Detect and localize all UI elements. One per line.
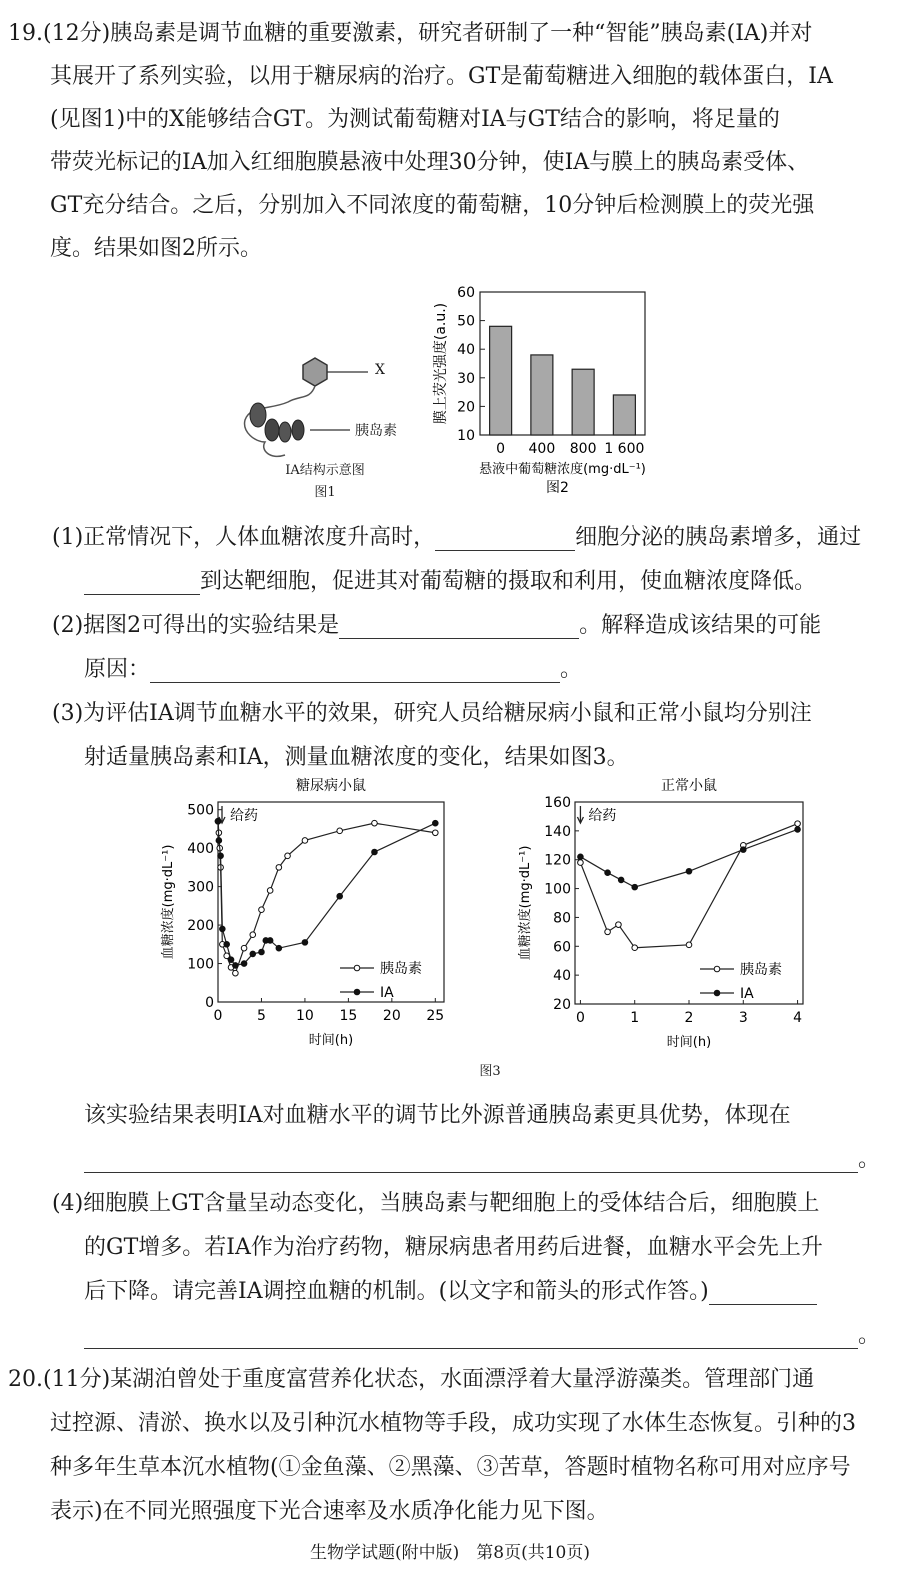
- fig2-y-tick-label: 40: [457, 342, 475, 359]
- fig3-data-point: [267, 938, 273, 944]
- fig3-legend-marker: [354, 989, 360, 995]
- q20-line-1: 20.(11分)某湖泊曾处于重度富营养化状态，水面漂浮着大量浮游藻类。管理部门通: [8, 1367, 815, 1392]
- fig2-y-tick-label: 30: [457, 370, 475, 387]
- fig3-y-tick-label: 100: [544, 881, 571, 898]
- q19-sub4-line1: (4)细胞膜上GT含量呈动态变化，当胰岛素与靶细胞上的受体结合后，细胞膜上: [52, 1191, 820, 1216]
- fig3-data-point: [215, 818, 221, 824]
- fig3-y-axis-label: 血糖浓度(mg·dL⁻¹): [161, 844, 176, 960]
- fig3-data-point: [578, 860, 584, 866]
- fig3-data-point: [372, 820, 378, 826]
- q19-sub1-text-b: 细胞分泌的胰岛素增多，通过: [575, 525, 862, 550]
- q19-sub2-line1: [52, 608, 821, 639]
- fig3-data-point: [740, 847, 746, 853]
- fig3-y-tick-label: 120: [544, 852, 571, 869]
- q19-sub3-line2: 射适量胰岛素和IA，测量血糖浓度的变化，结果如图3。: [84, 745, 629, 770]
- fig2-y-tick-label: 20: [457, 399, 475, 416]
- q19-sub4-line4: [84, 1318, 880, 1349]
- q19-sub1-blank-1[interactable]: [435, 528, 575, 551]
- fig3-series-line-ia: [218, 821, 435, 965]
- fig2-x-axis-label: 悬液中葡萄糖浓度(mg·dL⁻¹): [479, 462, 646, 477]
- fig3-data-point: [302, 940, 308, 946]
- fig3-data-point: [250, 951, 256, 957]
- fig3-data-point: [795, 821, 801, 827]
- fig3-x-tick-label: 3: [738, 1010, 748, 1026]
- fig1-title: IA结构示意图: [285, 463, 365, 478]
- fig3-dosing-label: 给药: [230, 808, 258, 824]
- fig2-x-tick-label: 1 600: [604, 441, 645, 457]
- q19-sub4-text-c: 后下降。请完善IA调控血糖的机制。(以文字和箭头的形式作答。): [84, 1279, 709, 1304]
- q19-sub1-line2: [84, 564, 816, 595]
- q19-sub3-line1: (3)为评估IA调节血糖水平的效果，研究人员给糖尿病小鼠和正常小鼠均分别注: [52, 701, 812, 726]
- fig3-data-point: [632, 884, 638, 890]
- q19-sub1-blank-2[interactable]: [84, 572, 200, 595]
- q19-sub2-text-c: 原因：: [84, 657, 151, 682]
- fig3-x-tick-label: 2: [684, 1010, 694, 1026]
- fig3-data-point: [686, 942, 692, 948]
- fig3-data-point: [302, 838, 308, 844]
- q19-sub1-text-a: (1)正常情况下，人体血糖浓度升高时，: [52, 525, 436, 550]
- fig3-y-tick-label: 160: [544, 795, 571, 811]
- fig3-x-tick-label: 0: [213, 1008, 223, 1024]
- insulin-helix-icon: [250, 403, 304, 442]
- q20-line-2: 过控源、清淤、换水以及引种沉水植物等手段，成功实现了水体生态恢复。引种的3: [50, 1411, 856, 1436]
- fig3-data-point: [795, 827, 801, 833]
- fig2-bar: [490, 326, 512, 435]
- q19-sub4-blank-1[interactable]: [709, 1282, 817, 1305]
- fig2-bar: [531, 355, 553, 435]
- fig3-y-tick-label: 100: [187, 956, 214, 973]
- fig3-legend-label: IA: [740, 986, 754, 1002]
- q20-line-4: 表示)在不同光照强度下光合速率及水质净化能力见下图。: [50, 1499, 609, 1524]
- fig3-x-tick-label: 25: [426, 1008, 445, 1024]
- fig3-data-point: [337, 893, 343, 899]
- q19-sub3-after-line1: 该实验结果表明IA对血糖水平的调节比外源普通胰岛素更具优势，体现在: [84, 1103, 791, 1128]
- fig3-data-point: [228, 957, 234, 963]
- fig3-y-tick-label: 300: [187, 879, 214, 896]
- fig3-y-axis-label: 血糖浓度(mg·dL⁻¹): [518, 845, 533, 961]
- fig3-data-point: [276, 945, 282, 951]
- fig3-y-tick-label: 400: [187, 841, 214, 858]
- fig3-data-point: [241, 945, 247, 951]
- fig1-name: 图1: [314, 485, 336, 500]
- fig3-y-tick-label: 0: [205, 995, 214, 1011]
- fig3-data-point: [337, 828, 343, 834]
- fig1-label-insulin: 胰岛素: [355, 423, 397, 439]
- fig3-x-tick-label: 0: [575, 1010, 585, 1026]
- fig3-data-point: [605, 870, 611, 876]
- q19-sub3-blank[interactable]: [84, 1150, 858, 1173]
- fig3-series-line-insulin: [218, 821, 435, 973]
- fig3-x-axis-label: 时间(h): [308, 1033, 354, 1048]
- fig3-y-tick-label: 80: [553, 910, 571, 927]
- q19-line-6: 度。结果如图2所示。: [50, 236, 262, 261]
- page-footer: 生物学试题(附中版) 第8页(共10页): [310, 1543, 590, 1563]
- fig3-data-point: [259, 949, 265, 955]
- fig3-y-tick-label: 140: [544, 823, 571, 840]
- fig2-x-tick-label: 0: [496, 441, 506, 457]
- fig3-data-point: [632, 945, 638, 951]
- fig3-legend-marker: [354, 965, 360, 971]
- q19-sub2-blank-2[interactable]: [150, 660, 560, 683]
- fig3-x-tick-label: 20: [382, 1008, 401, 1024]
- q19-line-1: 19.(12分)胰岛素是调节血糖的重要激素，研究者研制了一种“智能”胰岛素(IA)并对: [8, 21, 813, 46]
- fig3-data-point: [616, 922, 622, 928]
- fig3-legend-label: 胰岛素: [380, 961, 422, 977]
- q19-line-4: 带荧光标记的IA加入红细胞膜悬液中处理30分钟，使IA与膜上的胰岛素受体、: [50, 150, 810, 175]
- fig2-y-tick-label: 50: [457, 313, 475, 330]
- fig3-data-point: [220, 926, 226, 932]
- q19-line-2: 其展开了系列实验，以用于糖尿病的治疗。GT是葡萄糖进入细胞的载体蛋白，IA: [50, 64, 833, 89]
- fig3-chart-title: 正常小鼠: [661, 778, 717, 794]
- x-hexagon-icon: [303, 358, 327, 386]
- fig3-series-line-insulin: [580, 824, 797, 948]
- fig2-bar: [613, 395, 635, 435]
- fig3-y-tick-label: 40: [553, 968, 571, 985]
- fig3-data-point: [218, 853, 224, 859]
- fig3-x-tick-label: 5: [257, 1008, 266, 1024]
- fig3-data-point: [259, 907, 265, 913]
- fig3-x-tick-label: 15: [339, 1008, 358, 1024]
- fig3-data-point: [224, 942, 230, 948]
- fig3-data-point: [578, 854, 584, 860]
- q19-line-3: (见图1)中的X能够结合GT。为测试葡萄糖对IA与GT结合的影响，将足量的: [50, 107, 780, 132]
- q19-sub3-after-line2: [84, 1142, 880, 1173]
- fig3-x-tick-label: 4: [793, 1010, 803, 1026]
- fig3-x-axis-label: 时间(h): [666, 1035, 712, 1050]
- fig3-data-point: [241, 961, 247, 967]
- fig3-chart-title: 糖尿病小鼠: [296, 778, 366, 794]
- q19-sub4-end: 。: [858, 1323, 881, 1348]
- fig1-label-x: X: [375, 362, 385, 378]
- q19-sub4-line3: [84, 1274, 817, 1305]
- q19-sub4-line2: 的GT增多。若IA作为治疗药物，糖尿病患者用药后进餐，血糖水平会先上升: [84, 1235, 823, 1260]
- fig3-y-tick-label: 20: [553, 997, 571, 1013]
- fig3-data-point: [686, 868, 692, 874]
- fig3-legend-label: IA: [380, 985, 394, 1001]
- fig2-bar: [572, 369, 594, 435]
- fig2-x-tick-label: 400: [528, 441, 556, 457]
- fig3-legend-marker: [714, 966, 720, 972]
- figure-3-diabetic-mice-chart: [150, 772, 460, 1062]
- fig3-x-tick-label: 1: [630, 1010, 640, 1026]
- q19-sub2-text-d: 。: [560, 657, 583, 682]
- fig2-name: 图2: [546, 480, 569, 496]
- q19-sub2-text-b: 。解释造成该结果的可能: [579, 613, 822, 638]
- q19-line-5: GT充分结合。之后，分别加入不同浓度的葡萄糖，10分钟后检测膜上的荧光强: [50, 193, 815, 218]
- fig3-series-line-ia: [580, 829, 797, 887]
- fig3-data-point: [433, 830, 439, 836]
- fig3-y-tick-label: 500: [187, 802, 214, 819]
- figure-2-bar-chart: [425, 280, 715, 505]
- q19-sub4-blank-2[interactable]: [84, 1326, 858, 1349]
- q20-line-3: 种多年生草本沉水植物(①金鱼藻、②黑藻、③苦草，答题时植物名称可用对应序号: [50, 1455, 851, 1480]
- fig2-y-axis-label: 膜上荧光强度(a.u.): [433, 302, 449, 425]
- fig3-data-point: [433, 820, 439, 826]
- q19-sub2-text-a: (2)据图2可得出的实验结果是: [52, 613, 340, 638]
- q19-sub2-line2: [84, 652, 582, 683]
- fig2-x-tick-label: 800: [569, 441, 597, 457]
- fig3-data-point: [267, 888, 273, 894]
- fig3-data-point: [285, 853, 291, 859]
- fig2-y-tick-label: 60: [457, 285, 475, 301]
- q19-sub2-blank-1[interactable]: [339, 616, 579, 639]
- fig3-data-point: [233, 963, 239, 969]
- fig3-y-tick-label: 200: [187, 918, 214, 935]
- fig3-data-point: [216, 838, 222, 844]
- fig3-legend-marker: [714, 990, 720, 996]
- q19-sub1-text-c: 到达靶细胞，促进其对葡萄糖的摄取和利用，使血糖浓度降低。: [200, 569, 817, 594]
- q19-sub1-line1: [52, 520, 861, 551]
- fig2-y-tick-label: 10: [457, 428, 475, 444]
- figure-3-normal-mice-chart: [500, 772, 830, 1062]
- fig3-data-point: [618, 877, 624, 883]
- fig3-data-point: [372, 849, 378, 855]
- fig3-data-point: [233, 970, 239, 976]
- fig3-data-point: [605, 929, 611, 935]
- fig3-legend-label: 胰岛素: [740, 962, 782, 978]
- fig3-dosing-label: 给药: [588, 808, 617, 824]
- q19-sub3-after-end: 。: [858, 1147, 881, 1172]
- fig3-data-point: [250, 932, 256, 938]
- fig3-y-tick-label: 60: [553, 939, 571, 956]
- fig3-data-point: [276, 865, 282, 871]
- fig3-name: 图3: [479, 1064, 501, 1079]
- fig3-x-tick-label: 10: [296, 1008, 314, 1024]
